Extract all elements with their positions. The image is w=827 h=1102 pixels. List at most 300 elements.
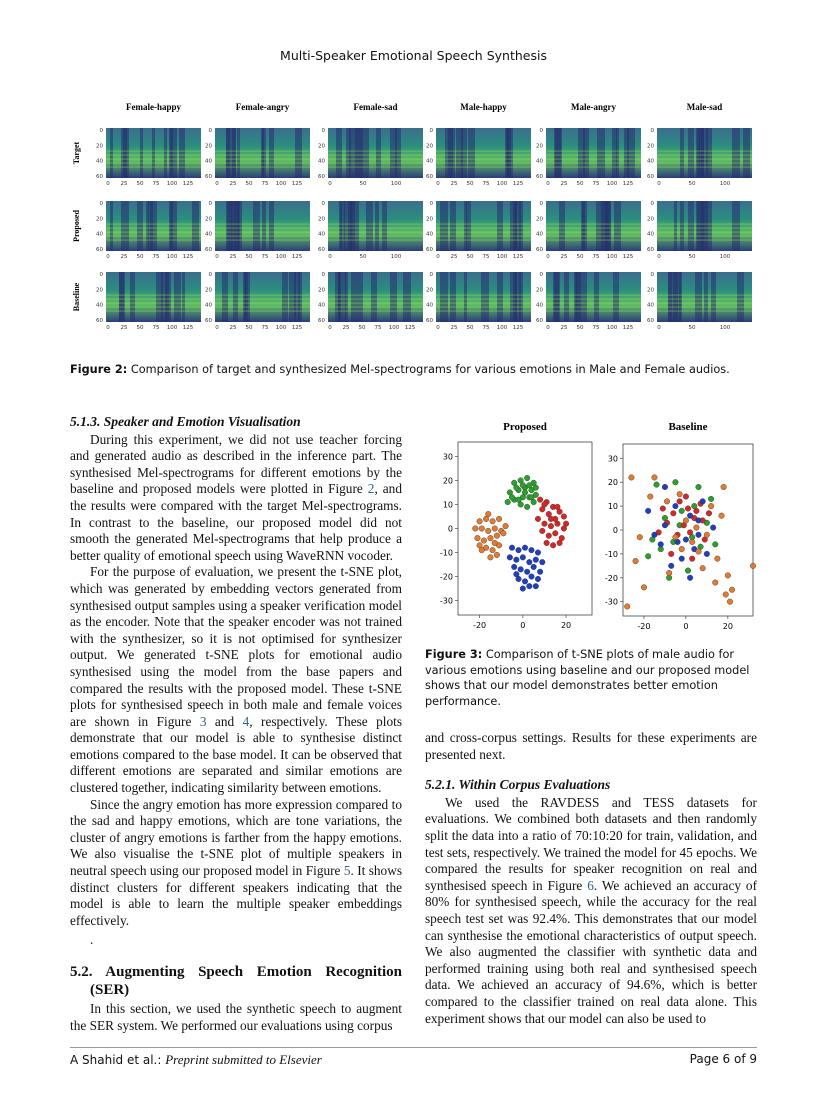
silence-band [701, 201, 708, 251]
silence-band [353, 201, 359, 251]
scatter-point [539, 559, 545, 565]
scatter-point [694, 508, 700, 514]
silence-band [366, 201, 373, 251]
scatter-point [507, 555, 513, 561]
x-tick-label: 125 [291, 181, 303, 187]
harmonic-line [436, 167, 531, 168]
x-tick-label: 0 [436, 325, 440, 331]
footer [70, 1052, 757, 1068]
scatter-point [687, 513, 693, 519]
silence-band [594, 272, 599, 322]
scatter-point [524, 504, 530, 510]
figure-2 [70, 96, 760, 346]
y-tick-label: 0 [208, 201, 212, 207]
scatter-point [683, 537, 689, 543]
silence-band [371, 272, 377, 322]
y-tick-label: 20 [647, 143, 654, 150]
silence-band [289, 272, 296, 322]
scatter-point [537, 569, 543, 575]
spectrogram-panel [536, 272, 641, 331]
harmonic-line [436, 159, 531, 160]
scatter-point [520, 555, 526, 561]
x-tick-label: 100 [166, 254, 178, 260]
x-tick-label: 0 [546, 325, 550, 331]
x-tick-label: 100 [166, 325, 178, 331]
x-tick-label: 0 [657, 181, 661, 187]
x-tick-label: 0 [520, 621, 526, 630]
silence-band [519, 201, 523, 251]
y-tick-label: 20 [647, 216, 654, 223]
spectrogram-panel [426, 128, 531, 187]
x-tick-label: 50 [466, 181, 474, 187]
y-tick-label: 0 [429, 201, 433, 207]
y-tick-label: -20 [439, 572, 453, 582]
scatter-point [629, 475, 635, 481]
silence-band [192, 201, 199, 251]
scatter-point [472, 526, 478, 532]
y-tick-label: 40 [647, 158, 654, 165]
scatter-point [535, 550, 541, 556]
scatter-point [522, 579, 528, 585]
spectrogram-image [328, 128, 423, 178]
silence-band [269, 128, 274, 178]
scatter-point [511, 564, 517, 570]
column-title: Female-sad [353, 102, 398, 112]
scatter-point [561, 514, 567, 520]
y-tick-label: 60 [205, 318, 212, 324]
y-tick-label: 20 [442, 476, 453, 486]
x-tick-label: 25 [560, 254, 568, 260]
x-tick-label: 25 [342, 325, 350, 331]
tsne-plots [425, 414, 765, 638]
silence-band [732, 128, 740, 178]
scatter-point [477, 543, 483, 549]
x-tick-label: 125 [622, 181, 634, 187]
y-tick-label: 20 [318, 216, 325, 223]
harmonic-line [215, 240, 310, 241]
y-tick-label: 30 [442, 452, 453, 462]
y-tick-label: 0 [539, 272, 543, 278]
x-tick-label: 25 [120, 254, 128, 260]
harmonic-line [328, 232, 423, 233]
tsne-baseline [605, 421, 756, 631]
harmonic-line [106, 163, 201, 164]
figure-ref-link[interactable]: 5 [343, 863, 351, 879]
spectrogram-panel [647, 272, 752, 331]
silence-band [704, 272, 708, 322]
y-tick-label: 10 [442, 500, 453, 510]
scatter-point [522, 490, 528, 496]
y-tick-label: 20 [647, 287, 654, 294]
silence-band [121, 201, 129, 251]
harmonic-line [546, 232, 641, 233]
figure-3-caption-text: Comparison of t-SNE plots of male audio for various emotions using baseline and our proposed model shows that our model demonstrates better emotion performance. [425, 648, 750, 708]
silence-band [110, 128, 113, 178]
harmonic-line [215, 232, 310, 233]
paragraph: In this section, we used the synthetic speech to augment the SER system. We performed our evaluations using corpus [70, 1001, 402, 1033]
x-tick-label: 100 [606, 254, 618, 260]
harmonic-line [546, 151, 641, 152]
harmonic-line [106, 151, 201, 152]
x-tick-label: 50 [245, 181, 253, 187]
x-tick-label: 75 [374, 325, 382, 331]
spectrogram-panel [647, 201, 752, 260]
x-tick-label: 100 [390, 181, 402, 187]
scatter-point [658, 542, 664, 548]
harmonic-line [657, 167, 752, 168]
harmonic-line [657, 228, 752, 229]
y-tick-label: 0 [447, 524, 453, 534]
y-tick-label: 20 [205, 287, 212, 294]
scatter-point [505, 499, 511, 505]
harmonic-line [328, 303, 423, 304]
silence-band [612, 128, 617, 178]
x-tick-label: 100 [275, 181, 287, 187]
y-tick-label: 40 [318, 302, 325, 309]
silence-band [164, 128, 167, 178]
x-tick-label: 0 [106, 254, 110, 260]
scatter-point [485, 528, 491, 534]
spectrogram-panel [205, 128, 310, 187]
silence-band [355, 128, 363, 178]
harmonic-line [328, 224, 423, 225]
y-tick-label: 0 [99, 201, 103, 207]
scatter-point [481, 538, 487, 544]
silence-band [282, 272, 288, 322]
scatter-point [520, 482, 526, 488]
harmonic-line [657, 240, 752, 241]
scatter-point [535, 516, 541, 522]
silence-band [481, 272, 489, 322]
harmonic-line [215, 307, 310, 308]
footer-author: A Shahid et al.: [70, 1053, 166, 1067]
harmonic-line [657, 236, 752, 237]
x-tick-label: 125 [404, 325, 416, 331]
silence-band [554, 128, 561, 178]
scatter-point [485, 511, 491, 517]
x-tick-label: 125 [512, 181, 524, 187]
scatter-point [557, 540, 563, 546]
silence-band [440, 201, 448, 251]
column-title: Male-sad [686, 102, 723, 112]
scatter-point [694, 525, 700, 531]
figure-2-caption [70, 363, 760, 376]
silence-band [376, 128, 381, 178]
silence-band [579, 272, 587, 322]
silence-band [583, 128, 589, 178]
x-tick-label: 125 [291, 254, 303, 260]
figure-ref-link[interactable]: 3 [199, 713, 207, 729]
spectrogram-panel [96, 201, 201, 260]
silence-band [711, 272, 716, 322]
x-tick-label: 0 [328, 254, 332, 260]
scatter-point [654, 482, 660, 488]
scatter-point [721, 484, 727, 490]
y-tick-label: 20 [96, 143, 103, 150]
scatter-point [719, 513, 725, 519]
y-tick-label: 0 [321, 272, 325, 278]
y-tick-label: 40 [205, 231, 212, 238]
silence-band [674, 201, 677, 251]
y-tick-label: 0 [429, 272, 433, 278]
scatter-point [522, 545, 528, 551]
harmonic-line [106, 307, 201, 308]
figure-2-label: Figure 2: [70, 363, 128, 376]
y-tick-label: 40 [426, 302, 433, 309]
silence-band [130, 272, 135, 322]
page-number: Page 6 of 9 [689, 1052, 757, 1066]
silence-band [519, 272, 523, 322]
x-tick-label: 20 [560, 621, 572, 630]
harmonic-line [215, 163, 310, 164]
y-tick-label: 60 [647, 318, 654, 324]
spectrogram-panel [426, 272, 531, 331]
scatter-point [660, 506, 666, 512]
harmonic-line [328, 311, 423, 312]
x-tick-label: 0 [328, 325, 332, 331]
silence-band [697, 201, 700, 251]
y-tick-label: 20 [318, 287, 325, 294]
harmonic-line [328, 155, 423, 156]
x-tick-label: 20 [722, 622, 733, 631]
scatter-point [687, 575, 693, 581]
y-tick-label: 20 [96, 287, 103, 294]
scatter-point [496, 516, 502, 522]
silence-band [170, 201, 173, 251]
y-tick-label: 60 [536, 318, 543, 324]
scatter-point [550, 543, 556, 549]
silence-band [564, 272, 569, 322]
silence-band [680, 128, 684, 178]
figure-ref-link[interactable]: 4 [242, 713, 250, 729]
y-tick-label: 20 [536, 287, 543, 294]
harmonic-line [328, 167, 423, 168]
x-tick-label: 125 [182, 325, 194, 331]
silence-band [699, 128, 704, 178]
silence-band [403, 272, 411, 322]
figure-ref-link[interactable]: 2 [367, 481, 375, 497]
silence-band [450, 272, 456, 322]
silence-band [497, 272, 503, 322]
silence-band [345, 272, 348, 322]
harmonic-line [436, 232, 531, 233]
y-tick-label: 60 [96, 318, 103, 324]
y-tick-label: 0 [429, 128, 433, 134]
silence-band [351, 272, 355, 322]
scatter-point [529, 574, 535, 580]
x-tick-label: 100 [275, 254, 287, 260]
silence-band [466, 201, 471, 251]
harmonic-line [215, 224, 310, 225]
harmonic-line [215, 299, 310, 300]
y-tick-label: 0 [539, 201, 543, 207]
y-tick-label: 40 [96, 302, 103, 309]
x-tick-label: 50 [358, 325, 366, 331]
spectrogram-panel [96, 272, 201, 331]
harmonic-line [546, 228, 641, 229]
y-tick-label: 40 [205, 158, 212, 165]
stray-dot: . [90, 932, 94, 948]
harmonic-line [328, 236, 423, 237]
x-tick-label: 25 [450, 254, 458, 260]
scatter-point [501, 531, 507, 537]
scatter-point [645, 553, 651, 559]
harmonic-line [546, 299, 641, 300]
x-tick-label: 100 [390, 254, 402, 260]
scatter-point [492, 540, 498, 546]
y-tick-label: 20 [205, 216, 212, 223]
silence-band [614, 201, 621, 251]
scatter-point [548, 523, 554, 529]
scatter-point [503, 523, 509, 529]
silence-band [743, 128, 750, 178]
column-title: Male-happy [460, 102, 507, 112]
silence-band [597, 128, 605, 178]
x-tick-label: 0 [106, 181, 110, 187]
y-tick-label: 60 [536, 247, 543, 253]
harmonic-line [657, 163, 752, 164]
footer-venue: Preprint submitted to Elsevier [165, 1052, 322, 1067]
harmonic-line [106, 224, 201, 225]
figure-ref-link[interactable]: 6 [587, 877, 594, 893]
scatter-point [708, 503, 714, 509]
x-tick-label: 75 [592, 254, 600, 260]
harmonic-line [328, 299, 423, 300]
scatter-point [524, 569, 530, 575]
harmonic-line [546, 295, 641, 296]
harmonic-line [436, 240, 531, 241]
scatter-point [662, 522, 668, 528]
silence-band [464, 272, 467, 322]
scatter-point [539, 528, 545, 534]
harmonic-line [215, 295, 310, 296]
harmonic-line [106, 303, 201, 304]
x-tick-label: 0 [657, 325, 661, 331]
y-tick-label: 40 [536, 158, 543, 165]
y-tick-label: 20 [607, 478, 618, 488]
y-tick-label: 60 [536, 174, 543, 180]
scatter-point [624, 604, 630, 610]
figure-3 [425, 414, 765, 638]
harmonic-line [106, 240, 201, 241]
scatter-point [683, 494, 689, 500]
spectrogram-image [546, 272, 641, 322]
harmonic-line [657, 224, 752, 225]
harmonic-line [546, 167, 641, 168]
harmonic-line [215, 236, 310, 237]
scatter-point [529, 494, 535, 500]
y-tick-label: 0 [208, 128, 212, 134]
left-column [70, 414, 402, 1034]
spectrogram-panel [96, 128, 201, 187]
silence-band [123, 128, 127, 178]
x-tick-label: 50 [466, 325, 474, 331]
scatter-point [509, 545, 515, 551]
x-tick-label: 0 [683, 622, 689, 631]
x-tick-label: 25 [120, 181, 128, 187]
silence-band [603, 201, 611, 251]
silence-band [390, 272, 397, 322]
y-tick-label: 60 [96, 247, 103, 253]
scatter-point [708, 496, 714, 502]
harmonic-line [546, 311, 641, 312]
harmonic-line [436, 311, 531, 312]
harmonic-line [657, 303, 752, 304]
scatter-point [477, 518, 483, 524]
scatter-point [706, 510, 712, 516]
x-tick-label: 0 [106, 325, 110, 331]
silence-band [340, 201, 345, 251]
harmonic-line [546, 236, 641, 237]
silence-band [732, 201, 740, 251]
harmonic-line [657, 151, 752, 152]
silence-band [152, 128, 155, 178]
scatter-point [689, 556, 695, 562]
scatter-point [723, 592, 729, 598]
y-tick-label: 20 [426, 143, 433, 150]
y-tick-label: -10 [604, 549, 618, 559]
x-tick-label: 50 [245, 254, 253, 260]
x-tick-label: 0 [546, 254, 550, 260]
silence-band [227, 201, 232, 251]
figure-3-caption [425, 647, 760, 709]
x-tick-label: 125 [182, 181, 194, 187]
x-tick-label: 50 [136, 181, 144, 187]
x-tick-label: 125 [182, 254, 194, 260]
harmonic-line [215, 311, 310, 312]
silence-band [119, 272, 125, 322]
scatter-point [673, 503, 679, 509]
scatter-point [488, 535, 494, 541]
scatter-point [514, 557, 520, 563]
spectrogram-panel [647, 128, 752, 187]
scatter-point [704, 532, 710, 538]
x-tick-label: 50 [136, 254, 144, 260]
x-tick-label: 100 [606, 325, 618, 331]
silence-band [269, 201, 274, 251]
silence-band [688, 128, 694, 178]
x-tick-label: 25 [450, 181, 458, 187]
silence-band [336, 128, 342, 178]
scatter-point [563, 521, 569, 527]
harmonic-line [657, 159, 752, 160]
harmonic-line [215, 155, 310, 156]
scatter-point [683, 518, 689, 524]
scatter-point [529, 547, 535, 553]
x-tick-label: 75 [482, 325, 490, 331]
scatter-point [687, 530, 693, 536]
scatter-point [664, 499, 670, 505]
y-tick-label: 0 [650, 128, 654, 134]
y-tick-label: 60 [647, 174, 654, 180]
y-tick-label: 40 [96, 231, 103, 238]
scatter-point [544, 540, 550, 546]
y-tick-label: 60 [318, 174, 325, 180]
y-tick-label: 20 [426, 287, 433, 294]
scatter-point [537, 497, 543, 503]
y-tick-label: 0 [321, 128, 325, 134]
silence-band [624, 128, 629, 178]
harmonic-line [546, 155, 641, 156]
harmonic-line [106, 299, 201, 300]
x-tick-label: 25 [560, 181, 568, 187]
y-tick-label: 0 [208, 272, 212, 278]
y-tick-label: 60 [205, 247, 212, 253]
silence-band [244, 272, 248, 322]
scatter-point [677, 491, 683, 497]
silence-band [668, 272, 671, 322]
scatter-point [533, 583, 539, 589]
